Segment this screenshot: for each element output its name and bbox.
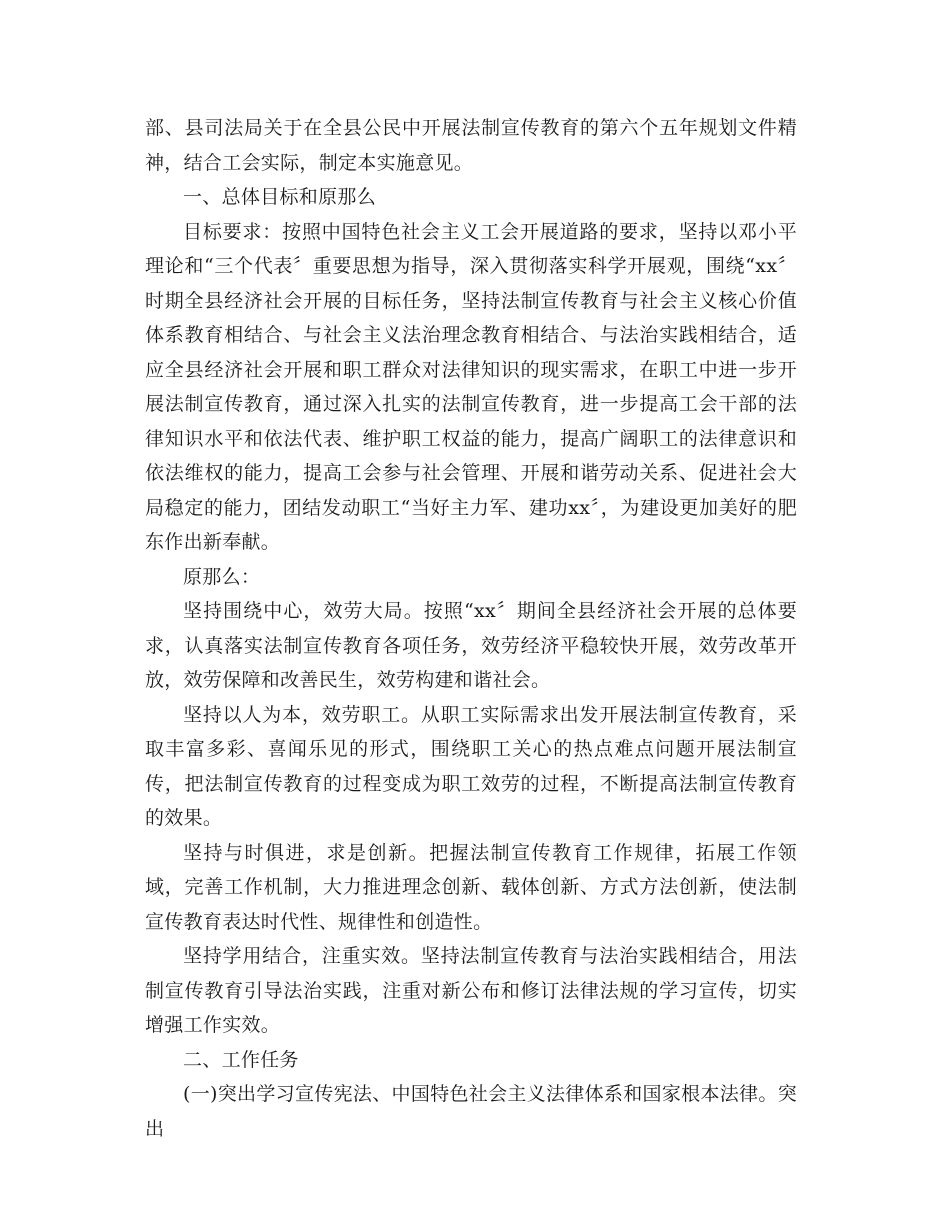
heading-section-one: 一、总体目标和原那么	[183, 186, 377, 208]
heading-principles: 原那么：	[183, 565, 261, 588]
paragraph-principle-4: 坚持学用结合，注重实效。坚持法制宣传教育与法治实践相结合，用法制宣传教育引导法治实践，注重对新公布和修订法律法规的学习宣传，切实增强工作实效。	[145, 945, 797, 1036]
paragraph-principle-1: 坚持围绕中心，效劳大局。按照“xx〞期间全县经济社会开展的总体要求，认真落实法制宣传教育各项任务，效劳经济平稳较快开展，效劳改革开放，效劳保障和改善民生，效劳构建和谐社会。	[145, 600, 797, 691]
paragraph-principle-2: 坚持以人为本，效劳职工。从职工实际需求出发开展法制宣传教育，采取丰富多彩、喜闻乐见的形式，围绕职工关心的热点难点问题开展法制宣传，把法制宣传教育的过程变成为职工效劳的过程，不断提高法制宣传教育的效果。	[145, 703, 797, 829]
document-page	[145, 111, 797, 1146]
paragraph-goals: 目标要求：按照中国特色社会主义工会开展道路的要求，坚持以邓小平理论和“三个代表〞重要思想为指导，深入贯彻落实科学开展观，围绕“xx〞时期全县经济社会开展的目标任务，坚持法制宣传教育与社会主义核心价值体系教育相结合、与社会主义法治理念教育相结合、与法治实践相结合，适应全县经济社会开展和职工群众对法律知识的现实需求，在职工中进一步开展法制宣传教育，通过深入扎实的法制宣传教育，进一步提高工会干部的法律知识水平和依法代表、维护职工权益的能力，提高广阔职工的法律意识和依法维权的能力，提高工会参与社会管理、开展和谐劳动关系、促进社会大局稳定的能力，团结发动职工“当好主力军、建功xx〞，为建设更加美好的肥东作出新奉献。	[145, 220, 797, 553]
paragraph-intro: 部、县司法局关于在全县公民中开展法制宣传教育的第六个五年规划文件精神，结合工会实际，制定本实施意见。	[145, 117, 797, 174]
paragraph-principle-3: 坚持与时俱进，求是创新。把握法制宣传教育工作规律，拓展工作领域，完善工作机制，大力推进理念创新、载体创新、方式方法创新，使法制宣传教育表达时代性、规律性和创造性。	[145, 841, 797, 933]
paragraph-task-1: (一)突出学习宣传宪法、中国特色社会主义法律体系和国家根本法律。突出	[145, 1083, 797, 1140]
heading-section-two: 二、工作任务	[183, 1048, 299, 1071]
